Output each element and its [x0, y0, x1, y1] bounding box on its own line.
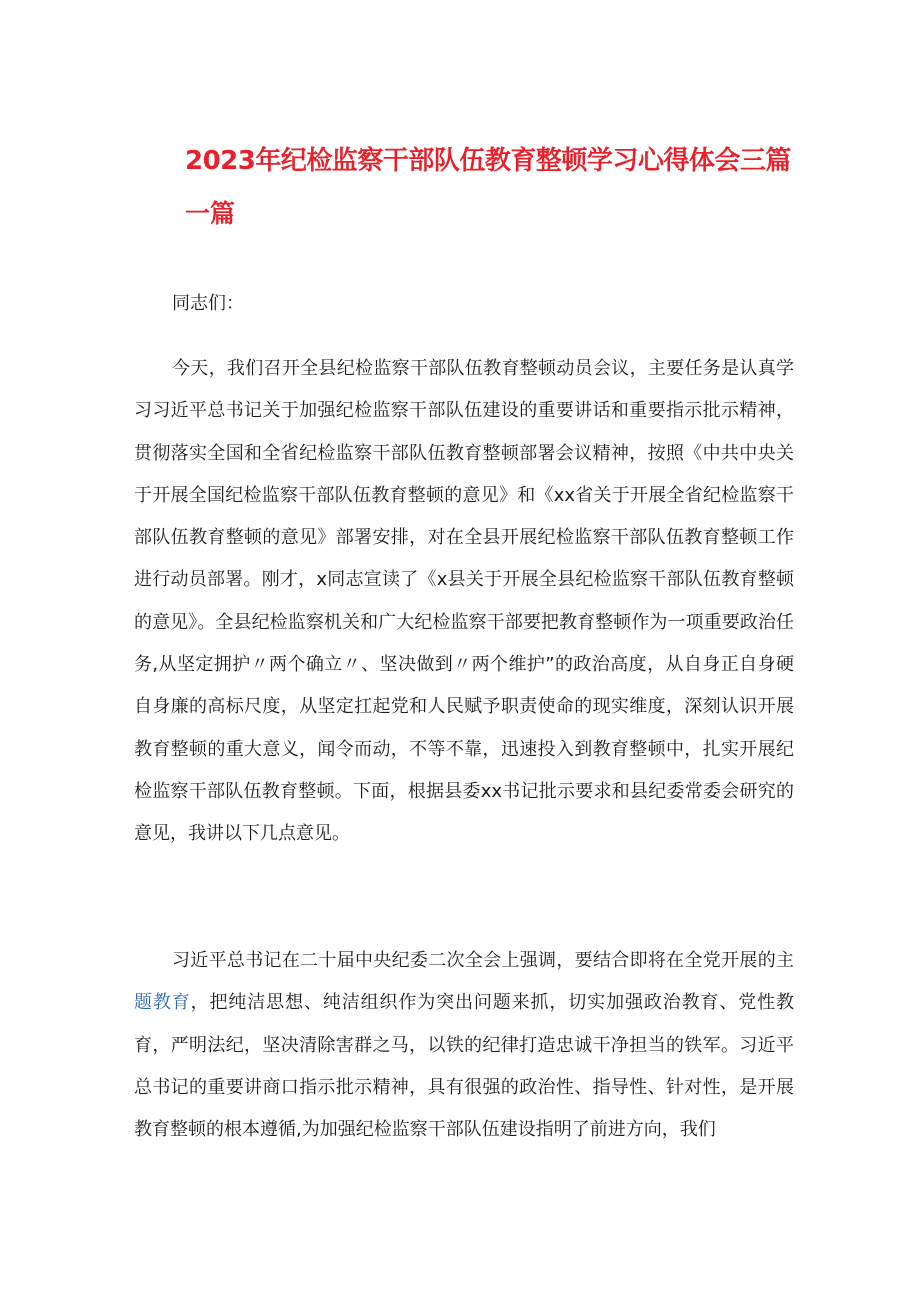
paragraph-2-text-end: ，把纯洁思想、纯洁组织作为突出问题来抓，切实加强政治教育、党性教育，严明法纪，坚决清除害群之马，以铁的纪律打造忠诚干净担当的铁军。习近平总书记的重要讲商口指示批示精神，具有很强的政治性、指导性、针对性，是开展教育整顿的根本遵循,为加强纪检监察干部队伍建设指明了前进方向，我们 — [134, 992, 795, 1141]
document-title: 2023年纪检监察干部队伍教育整顿学习心得体会三篇 — [185, 146, 791, 176]
paragraph-2 — [134, 940, 794, 1151]
paragraph-1: 今天，我们召开全县纪检监察干部队伍教育整顿动员会议，主要任务是认真学习习近平总书记关于加强纪检监察干部队伍建设的重要讲话和重要指示批示精神，贯彻落实全国和全省纪检监察干部队伍教育整顿部署会议精神，按照《中共中央关于开展全国纪检监察干部队伍教育整顿的意见》和《xx省关于开展全省纪检监察干部队伍教育整顿的意见》部署安排，对在全县开展纪检监察干部队伍教育整顿工作进行动员部署。刚才，x同志宣读了《x县关于开展全县纪检监察干部队伍教育整顿的意见》。全县纪检监察机关和广大纪检监察干部要把教育整顿作为一项重要政治任务,从坚定拥护〃两个确立〃、坚决做到〃两个维护”的政治高度，从自身正自身硬自身廉的高标尺度，从坚定扛起党和人民赋予职责使命的现实维度，深刻认识开展教育整顿的重大意义，闻令而动，不等不靠，迅速投入到教育整顿中，扎实开展纪检监察干部队伍教育整顿。下面，根据县委xx书记批示要求和县纪委常委会研究的意见，我讲以下几点意见。 — [134, 358, 794, 845]
paragraph-2-text-start: 习近平总书记在二十届中央纪委二次全会上强调，要结合即将在全党开展的主 — [172, 950, 794, 971]
salutation: 同志们： — [172, 293, 244, 314]
document-subtitle: 一篇 — [185, 199, 236, 228]
topic-education-link[interactable]: 题教育 — [134, 992, 191, 1014]
